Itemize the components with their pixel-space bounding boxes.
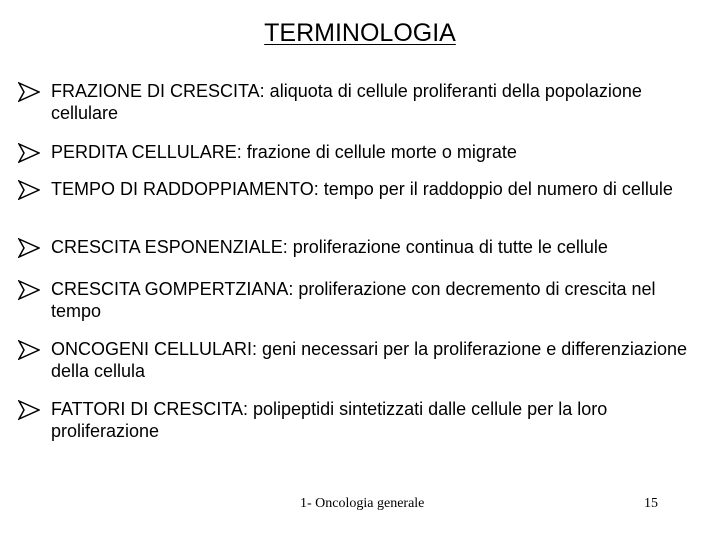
bullet-text: FATTORI DI CRESCITA: polipeptidi sintetizzati dalle cellule per la loro proliferazione (51, 399, 608, 441)
arrowhead-bullet-icon (18, 238, 40, 258)
bullet-text: ONCOGENI CELLULARI: geni necessari per la proliferazione e differenziazione della cellula (51, 339, 687, 381)
slide-title-text: TERMINOLOGIA (264, 19, 456, 47)
arrowhead-bullet-icon (18, 280, 40, 300)
arrowhead-bullet-icon (18, 82, 40, 102)
arrowhead-bullet-icon (18, 180, 40, 200)
bullet-text: CRESCITA ESPONENZIALE: proliferazione continua di tutte le cellule (51, 237, 608, 257)
arrowhead-bullet-icon (18, 400, 40, 420)
arrowhead-bullet-icon (18, 340, 40, 360)
page-number: 15 (644, 496, 658, 511)
footer-text: 1- Oncologia generale (300, 496, 425, 511)
bullet-text: FRAZIONE DI CRESCITA: aliquota di cellule proliferanti della popolazione cellulare (51, 81, 642, 123)
bullet-text: CRESCITA GOMPERTZIANA: proliferazione con decremento di crescita nel tempo (51, 279, 656, 321)
bullet-text: PERDITA CELLULARE: frazione di cellule morte o migrate (51, 142, 517, 162)
arrowhead-bullet-icon (18, 143, 40, 163)
bullet-text: TEMPO DI RADDOPPIAMENTO: tempo per il raddoppio del numero di cellule (51, 179, 673, 199)
